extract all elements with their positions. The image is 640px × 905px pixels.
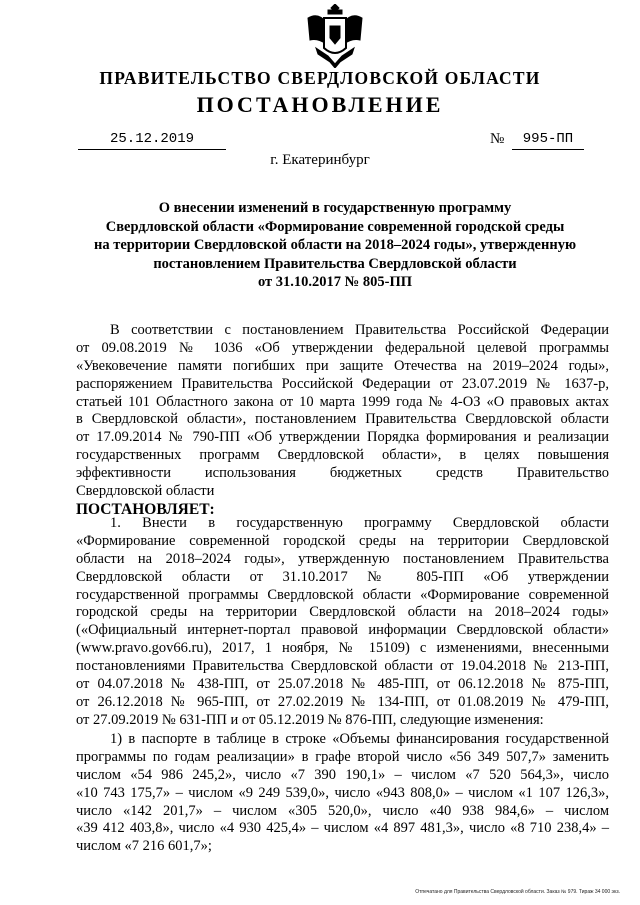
text-line: «Увековечение памяти погибших при защите Отечества на 2019–2024 годы», xyxy=(76,357,609,374)
print-footer: Отпечатано для Правительства Свердловской области. Заказ № 979. Тираж 34 000 экз. xyxy=(415,889,620,895)
text-line: 1. Внести в государственную программу Свердловской области xyxy=(110,515,609,531)
text-line: Свердловской области xyxy=(76,483,215,500)
text-line: числом «7 216 601,7»; xyxy=(76,838,212,855)
text-line: от 09.08.2019 № 1036 «Об утверждении федеральной целевой программы xyxy=(76,339,609,356)
city: г. Екатеринбург xyxy=(270,152,370,168)
text-line: от 04.07.2018 № 438-ПП, от 25.07.2018 № 485-ПП, от 06.12.2018 № 875-ПП, xyxy=(76,676,609,693)
title-line: постановлением Правительства Свердловской области xyxy=(153,255,517,272)
number-label: № xyxy=(490,131,505,147)
title-line: от 31.10.2017 № 805-ПП xyxy=(257,274,412,290)
text-line: «Формирование современной городской среды на территории Свердловской xyxy=(76,532,609,549)
text-line: «10 743 175,7» – числом «9 249 539,0», число «943 808,0» – числом «1 107 126,3», xyxy=(76,784,609,801)
text-line: В соответствии с постановлением Правительства Российской Федерации xyxy=(110,322,609,338)
text-line: «39 412 403,8», число «4 930 425,4» – числом «4 897 481,3», число «8 710 238,4» – xyxy=(76,820,609,837)
text-line: эффективности использования бюджетных средств Правительство xyxy=(76,465,609,482)
text-line: («Официальный интернет-портал правовой информации Свердловской области» xyxy=(76,622,609,639)
text-line: программы по годам реализации» в графе второй число «56 349 507,7» заменить xyxy=(76,748,609,765)
document-type: ПОСТАНОВЛЕНИЕ xyxy=(196,92,444,117)
title-line: на территории Свердловской области на 2018–2024 годы», утвержденную xyxy=(93,237,577,253)
title-line: О внесении изменений в государственную программу xyxy=(158,200,512,216)
text-line: 1) в паспорте в таблице в строке «Объемы финансирования государственной xyxy=(110,731,609,747)
preamble xyxy=(76,322,609,519)
text-line: от 26.12.2018 № 965-ПП, от 27.02.2019 № 134-ПП, от 01.08.2019 № 479-ПП, xyxy=(76,693,609,710)
item-1 xyxy=(76,515,609,730)
title-line: Свердловской области «Формирование современной городской среды xyxy=(105,218,565,235)
document-title xyxy=(60,199,610,292)
text-line: городской среды на территории Свердловской области на 2018–2024 годы» xyxy=(76,604,609,621)
text-line: государственных программ Свердловской области», в целях повышения xyxy=(76,447,609,464)
text-line: в Свердловской области», постановлением Правительства Свердловской области xyxy=(76,411,609,428)
document-date: 25.12.2019 xyxy=(78,131,226,150)
text-line: государственной программы Свердловской области «Формирование современной xyxy=(76,586,609,603)
text-line: число «142 201,7» – числом «305 520,0», число «40 938 984,6» – числом xyxy=(76,802,609,819)
text-line: от 17.09.2014 № 790-ПП «Об утверждении Порядка формирования и реализации xyxy=(76,429,609,446)
text-line: Свердловской области от 31.10.2017 № 805-ПП «Об утверждении xyxy=(76,568,609,585)
coat-of-arms-icon xyxy=(304,4,366,68)
text-line: (www.pravo.gov66.ru), 2017, 1 ноября, № 15109) с изменениями, внесенными xyxy=(76,640,609,657)
government-name: ПРАВИТЕЛЬСТВО СВЕРДЛОВСКОЙ ОБЛАСТИ xyxy=(99,68,541,88)
text-line: статьей 101 Областного закона от 10 марта 1999 года № 4-ОЗ «О правовых актах xyxy=(76,393,609,410)
document-number: 995-ПП xyxy=(512,131,584,150)
text-line: от 27.09.2019 № 631-ПП и от 05.12.2019 № 876-ПП, следующие изменения: xyxy=(76,711,544,728)
decree-word: ПОСТАНОВЛЯЕТ: xyxy=(76,500,215,518)
text-line: области на 2018–2024 годы», утвержденную постановлением Правительства xyxy=(76,550,609,567)
text-line: распоряжением Правительства Российской Федерации от 23.07.2019 № 1637-р, xyxy=(76,375,609,392)
subitem-1 xyxy=(76,731,609,856)
text-line: постановлениями Правительства Свердловской области от 19.04.2018 № 213-ПП, xyxy=(76,658,609,675)
text-line: числом «54 986 245,2», число «7 390 190,1» – числом «7 520 564,3», число xyxy=(76,766,609,783)
